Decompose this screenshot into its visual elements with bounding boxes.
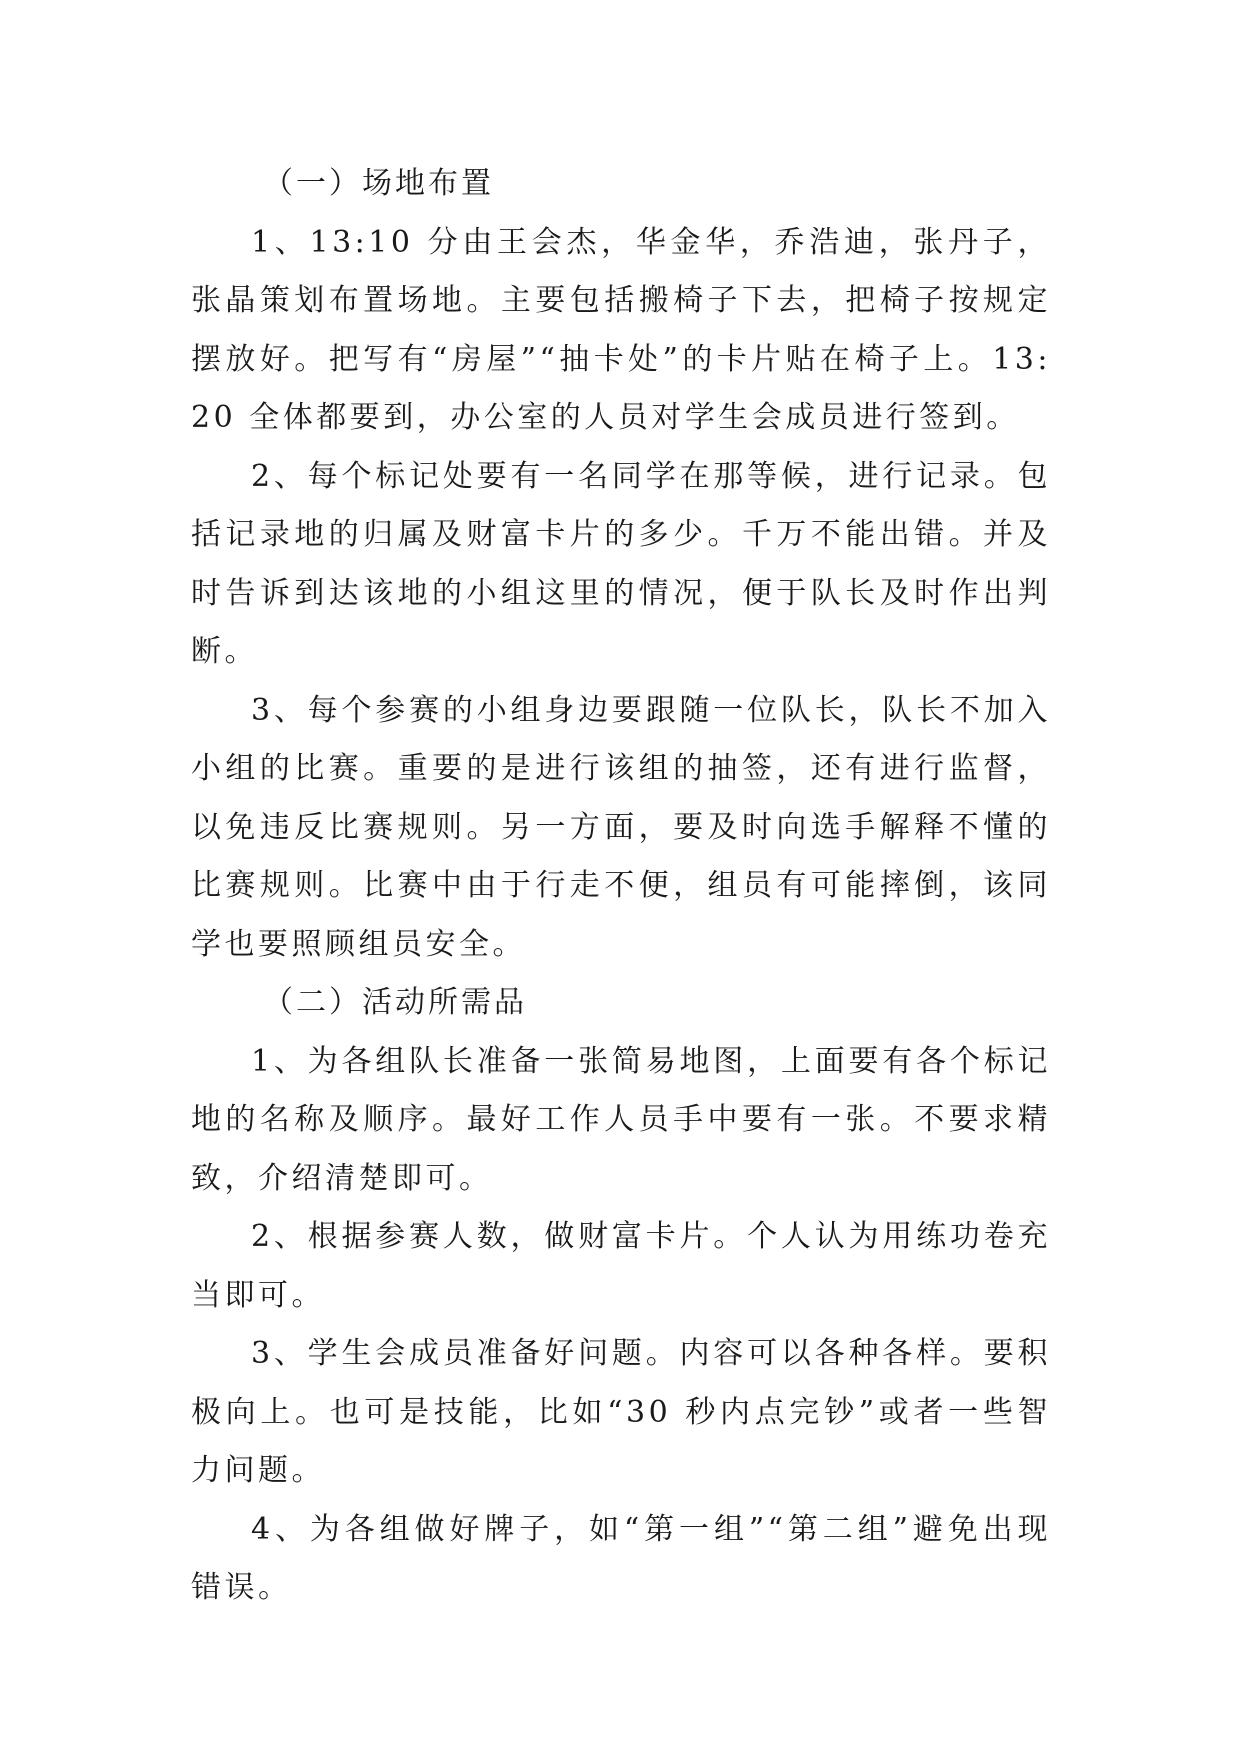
paragraph-supplies-3: 3、学生会成员准备好问题。内容可以各种各样。要积极向上。也可是技能，比如“30 秒内点完钞”或者一些智力问题。 [191,1336,1051,1488]
paragraph-supplies-4: 4、为各组做好牌子，如“第一组”“第二组”避免出现错误。 [191,1511,1051,1605]
section-heading-supplies: （二）活动所需品 [263,985,527,1020]
section-heading-venue-setup: （一）场地布置 [263,166,494,201]
paragraph-venue-2: 2、每个标记处要有一名同学在那等候，进行记录。包括记录地的归属及财富卡片的多少。千万不能出错。并及时告诉到达该地的小组这里的情况，便于队长及时作出判断。 [191,458,1051,669]
paragraph-venue-3: 3、每个参赛的小组身边要跟随一位队长，队长不加入小组的比赛。重要的是进行该组的抽签，还有进行监督，以免违反比赛规则。另一方面，要及时向选手解释不懂的比赛规则。比赛中由于行走不便，组员有可能摔倒，该同学也要照顾组员安全。 [191,692,1051,962]
document-body [191,155,1051,1618]
paragraph-venue-1: 1、13:10 分由王会杰，华金华，乔浩迪，张丹子，张晶策划布置场地。主要包括搬椅子下去，把椅子按规定摆放好。把写有“房屋”“抽卡处”的卡片贴在椅子上。13:20 全体都要到，办公室的人员对学生会成员进行签到。 [191,224,1051,435]
paragraph-supplies-2: 2、根据参赛人数，做财富卡片。个人认为用练功卷充当即可。 [191,1219,1051,1313]
paragraph-supplies-1: 1、为各组队长准备一张简易地图，上面要有各个标记地的名称及顺序。最好工作人员手中要有一张。不要求精致，介绍清楚即可。 [191,1043,1051,1196]
